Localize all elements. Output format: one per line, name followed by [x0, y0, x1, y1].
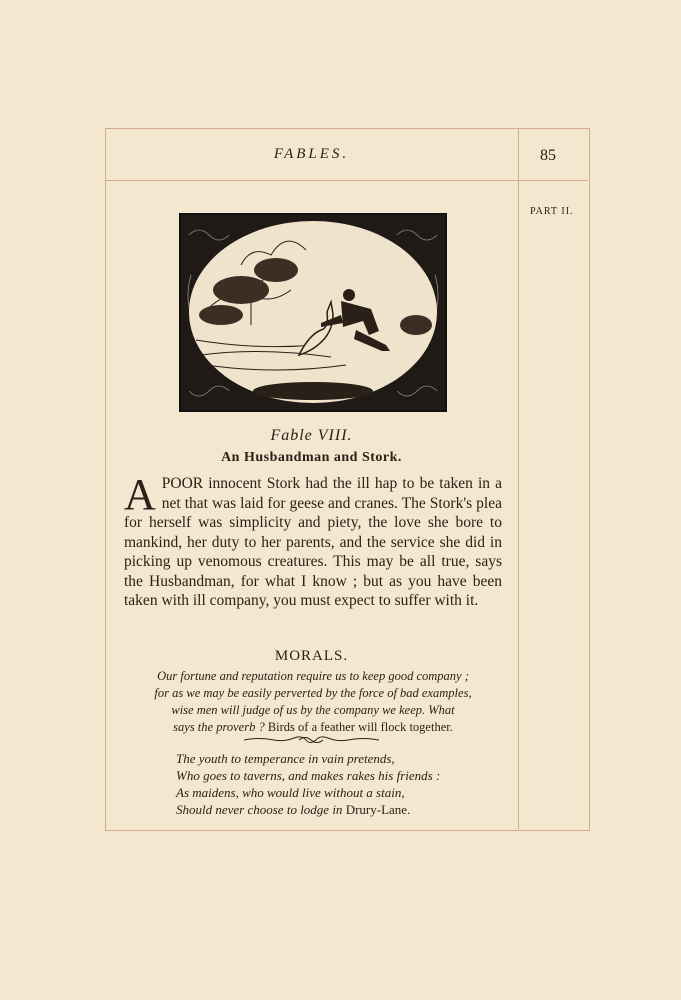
morals-line: wise men will judge of us by the company we keep. What [171, 703, 455, 717]
running-header: FABLES. [273, 146, 350, 162]
verse [176, 750, 440, 818]
drop-cap: A [124, 470, 156, 519]
verse-line-plain: Drury-Lane. [345, 802, 411, 817]
woodcut-illustration [179, 213, 447, 412]
fable-body [124, 470, 502, 611]
ornament-divider [244, 734, 379, 746]
header-rule [105, 180, 588, 181]
morals-line-plain: Birds of a feather will flock together. [264, 720, 453, 734]
verse-line: Who goes to taverns, and makes rakes his friends : [176, 768, 441, 783]
verse-line: The youth to temperance in vain pretends, [176, 751, 395, 766]
part-label: PART II. [530, 206, 574, 217]
verse-line-italic: Should never choose to lodge in [176, 802, 346, 817]
morals-text [124, 668, 502, 736]
fable-title: Fable VIII. [270, 427, 353, 444]
morals-line: for as we may be easily perverted by the force of bad examples, [154, 686, 472, 700]
morals-line-italic: says the proverb ? [173, 720, 265, 734]
verse-line [176, 801, 440, 818]
fable-body-text: POOR innocent Stork had the ill hap to be taken in a net that was laid for geese and cranes. The Stork's plea for herself was simplicity and piety, the love she bore to mankind, her duty to her parents, and the service she did in picking up venomous creatures. This may be all true, says the Husbandman, for what I know ; but as you have been taken with ill company, you must expect to suffer with it. [124, 475, 502, 609]
morals-line: Our fortune and reputation require us to keep good company ; [157, 669, 469, 683]
fable-subtitle: An Husbandman and Stork. [221, 450, 402, 465]
morals-heading: MORALS. [274, 648, 349, 664]
page-number: 85 [540, 147, 556, 164]
verse-line: As maidens, who would live without a stain, [176, 785, 405, 800]
margin-rule [518, 128, 519, 829]
